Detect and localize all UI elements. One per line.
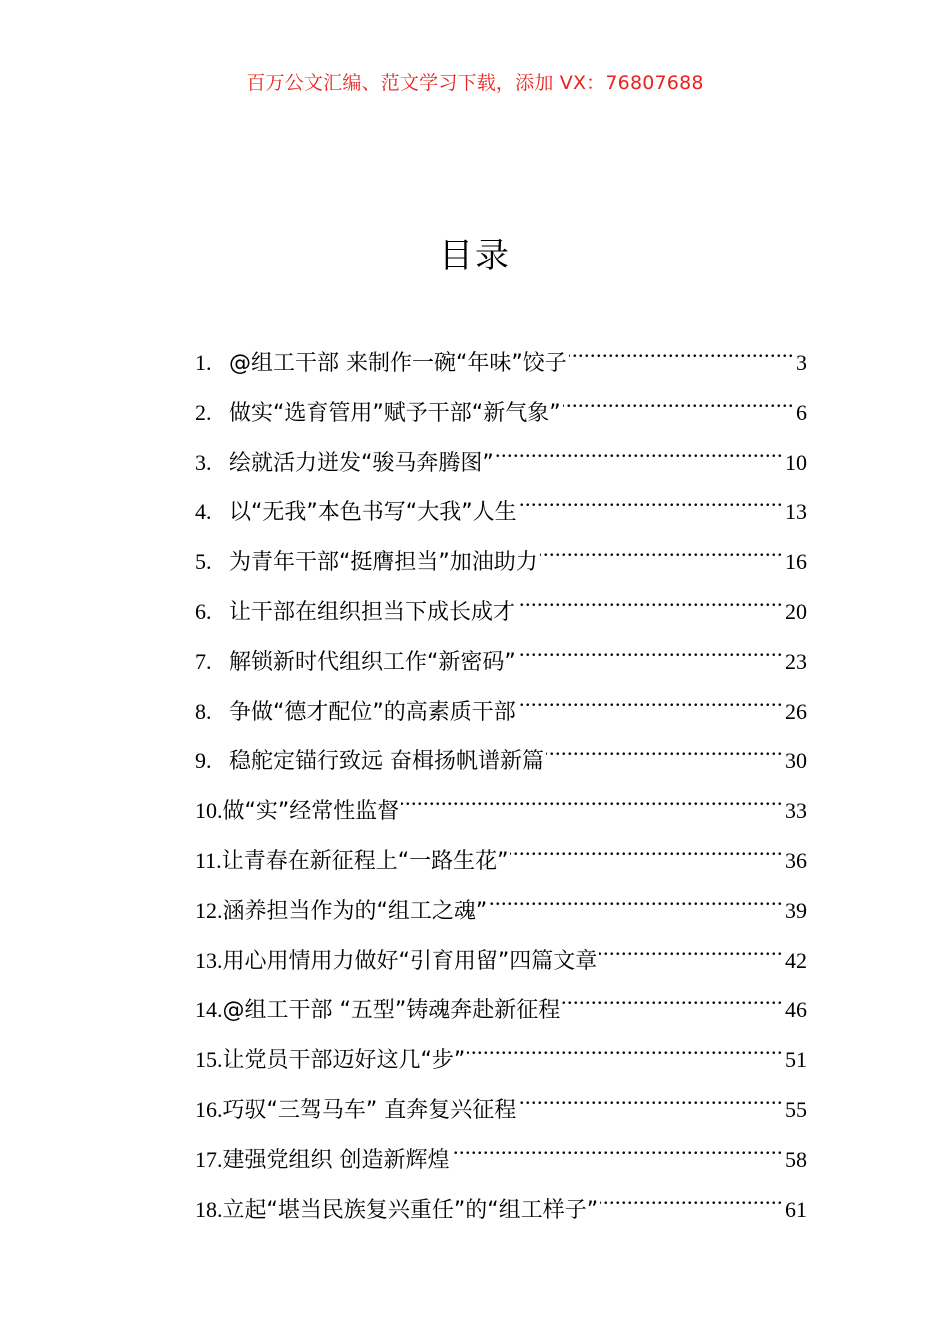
toc-entry-page: 30 xyxy=(785,748,807,774)
toc-dot-leader xyxy=(562,977,783,1017)
toc-entry-number: 16. xyxy=(195,1096,223,1122)
toc-entry-number: 1. xyxy=(195,350,212,375)
toc-entry-number: 2. xyxy=(195,399,212,425)
toc-entry-page: 23 xyxy=(785,648,807,674)
toc-entry-title: 让青春在新征程上“一路生花” xyxy=(221,848,509,874)
toc-entry-number: 18. xyxy=(195,1196,223,1222)
toc-dot-leader xyxy=(569,330,794,370)
toc-entry[interactable] xyxy=(195,1127,807,1177)
header-note: 百万公文汇编、范文学习下载，添加 VX：76807688 xyxy=(246,72,704,94)
toc-entry[interactable] xyxy=(195,330,807,380)
toc-entry-page: 20 xyxy=(785,598,807,624)
toc-dot-leader xyxy=(563,380,794,420)
toc-entry-title: 涵养担当作为的“组工之魂” xyxy=(222,898,488,924)
toc-entry[interactable] xyxy=(195,878,807,928)
toc-entry-title: 稳舵定锚行致远 奋楫扬帆谱新篇 xyxy=(229,749,544,775)
toc-entry-title: 争做“德才配位”的高素质干部 xyxy=(229,699,516,725)
toc-entry-page: 61 xyxy=(785,1196,807,1222)
toc-dot-leader xyxy=(510,828,783,868)
toc-entry-title: 建强党组织 创造新辉煌 xyxy=(222,1147,450,1173)
toc-entry[interactable] xyxy=(195,579,807,629)
toc-dot-leader xyxy=(600,1177,783,1217)
toc-entry-number: 15. xyxy=(195,1047,223,1073)
toc-entry[interactable] xyxy=(195,977,807,1027)
toc-entry[interactable] xyxy=(195,380,807,430)
toc-entry-page: 26 xyxy=(785,698,807,724)
toc-entry[interactable] xyxy=(195,479,807,529)
toc-entry-page: 36 xyxy=(785,847,807,873)
toc-entry-number: 17. xyxy=(195,1146,223,1172)
toc-entry-title: 为青年干部“挺膺担当”加油助力 xyxy=(229,550,538,576)
toc-entry[interactable] xyxy=(195,1077,807,1127)
toc-dot-leader xyxy=(401,778,783,818)
toc-entry-title: 以“无我”本色书写“大我”人生 xyxy=(229,500,517,526)
toc-entry-title: 解锁新时代组织工作“新密码” xyxy=(229,649,516,675)
toc-entry-number: 4. xyxy=(195,499,212,525)
toc-entry-page: 33 xyxy=(785,798,807,824)
toc-dot-leader xyxy=(496,430,783,470)
toc-entry-page: 13 xyxy=(785,499,807,525)
toc-entry-number: 12. xyxy=(195,897,223,923)
toc-dot-leader xyxy=(518,679,783,719)
toc-entry-page: 58 xyxy=(785,1146,807,1172)
toc-entry-title: @组工干部 “五型”铸魂奔赴新征程 xyxy=(222,998,561,1024)
toc-entry-number: 11. xyxy=(195,847,222,873)
toc-entry-number: 9. xyxy=(195,748,212,774)
toc-entry-title: 做“实”经常性监督 xyxy=(222,799,400,825)
toc-dot-leader xyxy=(467,1027,783,1067)
toc-entry-page: 51 xyxy=(785,1047,807,1073)
toc-dot-leader xyxy=(540,529,783,569)
toc-entry-page: 42 xyxy=(785,947,807,973)
toc-entry[interactable] xyxy=(195,928,807,978)
page-title: 目录 xyxy=(439,236,511,276)
toc-dot-leader xyxy=(546,728,783,768)
toc-entry-page: 3 xyxy=(796,350,807,375)
toc-entry-title: 绘就活力迸发“骏马奔腾图” xyxy=(229,450,494,476)
toc-entry-page: 16 xyxy=(785,549,807,575)
toc-entry-number: 7. xyxy=(195,648,212,674)
toc-dot-leader xyxy=(519,479,783,519)
toc-entry-title: 用心用情用力做好“引育用留”四篇文章 xyxy=(222,948,598,974)
toc-dot-leader xyxy=(517,579,783,619)
toc-entry-number: 14. xyxy=(195,997,223,1023)
toc-dot-leader xyxy=(489,878,783,918)
toc-entry[interactable] xyxy=(195,679,807,729)
toc-entry[interactable] xyxy=(195,728,807,778)
toc-dot-leader xyxy=(518,629,783,669)
toc-entry-title: 立起“堪当民族复兴重任”的“组工样子” xyxy=(222,1197,599,1223)
toc-entry-page: 46 xyxy=(785,997,807,1023)
toc-entry-number: 13. xyxy=(195,947,223,973)
toc-entry[interactable] xyxy=(195,1177,807,1227)
toc-entry[interactable] xyxy=(195,430,807,480)
toc-dot-leader xyxy=(452,1127,784,1167)
toc-entry-title: 让干部在组织担当下成长成才 xyxy=(229,599,516,625)
toc-entry-title: 让党员干部迈好这几“步” xyxy=(222,1048,466,1074)
toc-entry-number: 5. xyxy=(195,549,212,575)
toc-entry-page: 10 xyxy=(785,449,807,475)
toc-entry-page: 39 xyxy=(785,897,807,923)
toc-entry-title: 巧驭“三驾马车” 直奔复兴征程 xyxy=(222,1097,517,1123)
toc-entry-number: 6. xyxy=(195,598,212,624)
toc-entry[interactable] xyxy=(195,778,807,828)
toc-entry[interactable] xyxy=(195,529,807,579)
toc-dot-leader xyxy=(599,928,783,968)
toc-entry-number: 10. xyxy=(195,798,223,824)
toc-entry[interactable] xyxy=(195,828,807,878)
toc-entry-page: 6 xyxy=(796,399,807,425)
table-of-contents xyxy=(195,330,807,1226)
toc-dot-leader xyxy=(518,1077,783,1117)
toc-entry[interactable] xyxy=(195,1027,807,1077)
toc-entry-title: 做实“选育管用”赋予干部“新气象” xyxy=(229,400,561,426)
toc-entry-number: 8. xyxy=(195,698,212,724)
toc-entry[interactable] xyxy=(195,629,807,679)
toc-entry-number: 3. xyxy=(195,449,212,475)
toc-entry-page: 55 xyxy=(785,1096,807,1122)
toc-entry-title: @组工干部 来制作一碗“年味”饺子 xyxy=(229,351,567,376)
